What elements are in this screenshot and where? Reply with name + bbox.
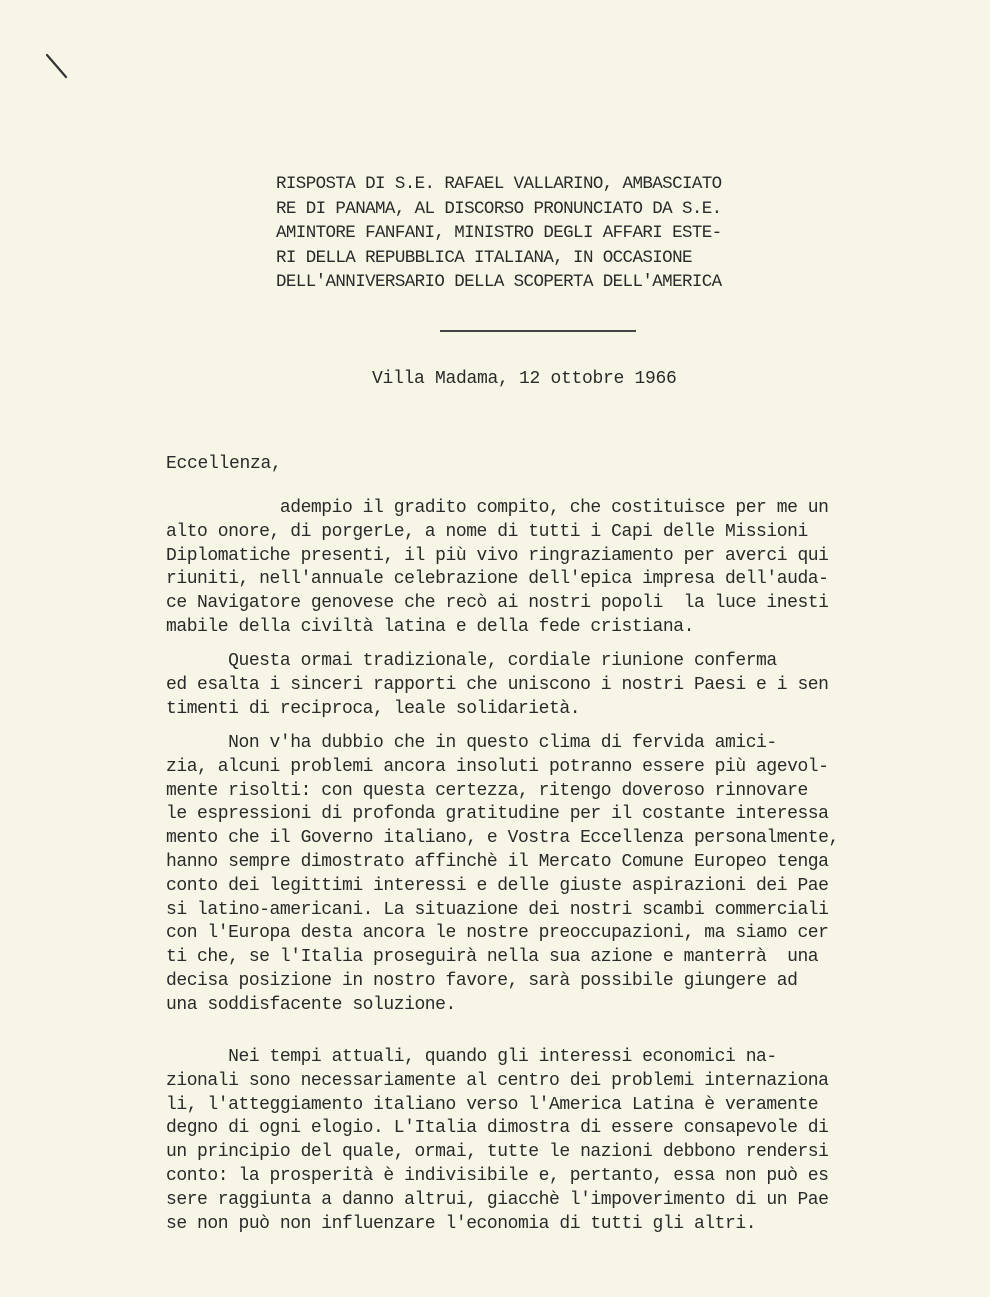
text-line: Diplomatiche presenti, il più vivo ringraziamento per averci qui — [166, 545, 829, 566]
text-line: sere raggiunta a danno altrui, giacchè l'impoverimento di un Pae — [166, 1189, 829, 1210]
heading-line: DELL'ANNIVERSARIO DELLA SCOPERTA DELL'AMERICA — [276, 272, 722, 293]
scan-edge-right — [990, 0, 1000, 1313]
document-heading — [276, 172, 836, 295]
text-line: zionali sono necessariamente al centro dei problemi internaziona — [166, 1070, 829, 1091]
salutation: Eccellenza, — [166, 454, 282, 474]
text-line: un principio del quale, ormai, tutte le nazioni debbono rendersi — [166, 1142, 829, 1163]
text-line: mento che il Governo italiano, e Vostra Eccellenza personalmente, — [166, 828, 839, 849]
heading-divider — [440, 330, 636, 332]
text-line: riuniti, nell'annuale celebrazione dell'epica impresa dell'auda- — [166, 569, 829, 590]
text-line: ed esalta i sinceri rapporti che uniscono i nostri Paesi e i sen — [166, 674, 829, 695]
scan-edge-bottom — [0, 1297, 1000, 1313]
text-line: una soddisfacente soluzione. — [166, 994, 456, 1015]
text-line: con l'Europa desta ancora le nostre preoccupazioni, ma siamo cer — [166, 923, 829, 944]
paragraph-2 — [166, 650, 946, 721]
heading-line: RE DI PANAMA, AL DISCORSO PRONUNCIATO DA S.E. — [276, 198, 722, 219]
text-line: ti che, se l'Italia proseguirà nella sua azione e manterrà una — [166, 947, 819, 968]
text-line: conto dei legittimi interessi e delle giuste aspirazioni dei Pae — [166, 875, 829, 896]
text-line: degno di ogni elogio. L'Italia dimostra di essere consapevole di — [166, 1118, 829, 1139]
heading-line: RISPOSTA DI S.E. RAFAEL VALLARINO, AMBASCIATO — [276, 174, 722, 194]
text-line: hanno sempre dimostrato affinchè il Mercato Comune Europeo tenga — [166, 851, 829, 872]
text-line: decisa posizione in nostro favore, sarà possibile giungere ad — [166, 970, 798, 991]
text-line: li, l'atteggiamento italiano verso l'America Latina è veramente — [166, 1094, 819, 1115]
text-line: Questa ormai tradizionale, cordiale riunione conferma — [166, 651, 777, 671]
heading-line: RI DELLA REPUBBLICA ITALIANA, IN OCCASIONE — [276, 247, 692, 268]
heading-line: AMINTORE FANFANI, MINISTRO DEGLI AFFARI ESTE- — [276, 223, 722, 244]
text-line: conto: la prosperità è indivisibile e, pertanto, essa non può es — [166, 1165, 829, 1186]
text-line: mente risolti: con questa certezza, ritengo doveroso rinnovare — [166, 780, 808, 801]
text-line: si latino-americani. La situazione dei nostri scambi commerciali — [166, 899, 829, 920]
text-line: Non v'ha dubbio che in questo clima di fervida amici- — [166, 733, 777, 753]
paragraph-1 — [166, 497, 946, 640]
text-line: ce Navigatore genovese che recò ai nostri popoli la luce inesti — [166, 593, 829, 614]
text-line: se non può non influenzare l'economia di tutti gli altri. — [166, 1213, 757, 1234]
text-line: mabile della civiltà latina e della fede cristiana. — [166, 616, 694, 637]
text-line: alto onore, di porgerLe, a nome di tutti i Capi delle Missioni — [166, 521, 808, 542]
paragraph-3 — [166, 732, 946, 1018]
dateline: Villa Madama, 12 ottobre 1966 — [372, 369, 677, 389]
text-line: timenti di reciproca, leale solidarietà. — [166, 698, 581, 719]
text-line: le espressioni di profonda gratitudine per il costante interessa — [166, 804, 829, 825]
text-line: adempio il gradito compito, che costituisce per me un — [166, 498, 829, 518]
text-line: Nei tempi attuali, quando gli interessi economici na- — [166, 1047, 777, 1067]
pen-mark — [44, 52, 70, 80]
paragraph-4 — [166, 1046, 946, 1236]
text-line: zia, alcuni problemi ancora insoluti potranno essere più agevol- — [166, 756, 829, 777]
